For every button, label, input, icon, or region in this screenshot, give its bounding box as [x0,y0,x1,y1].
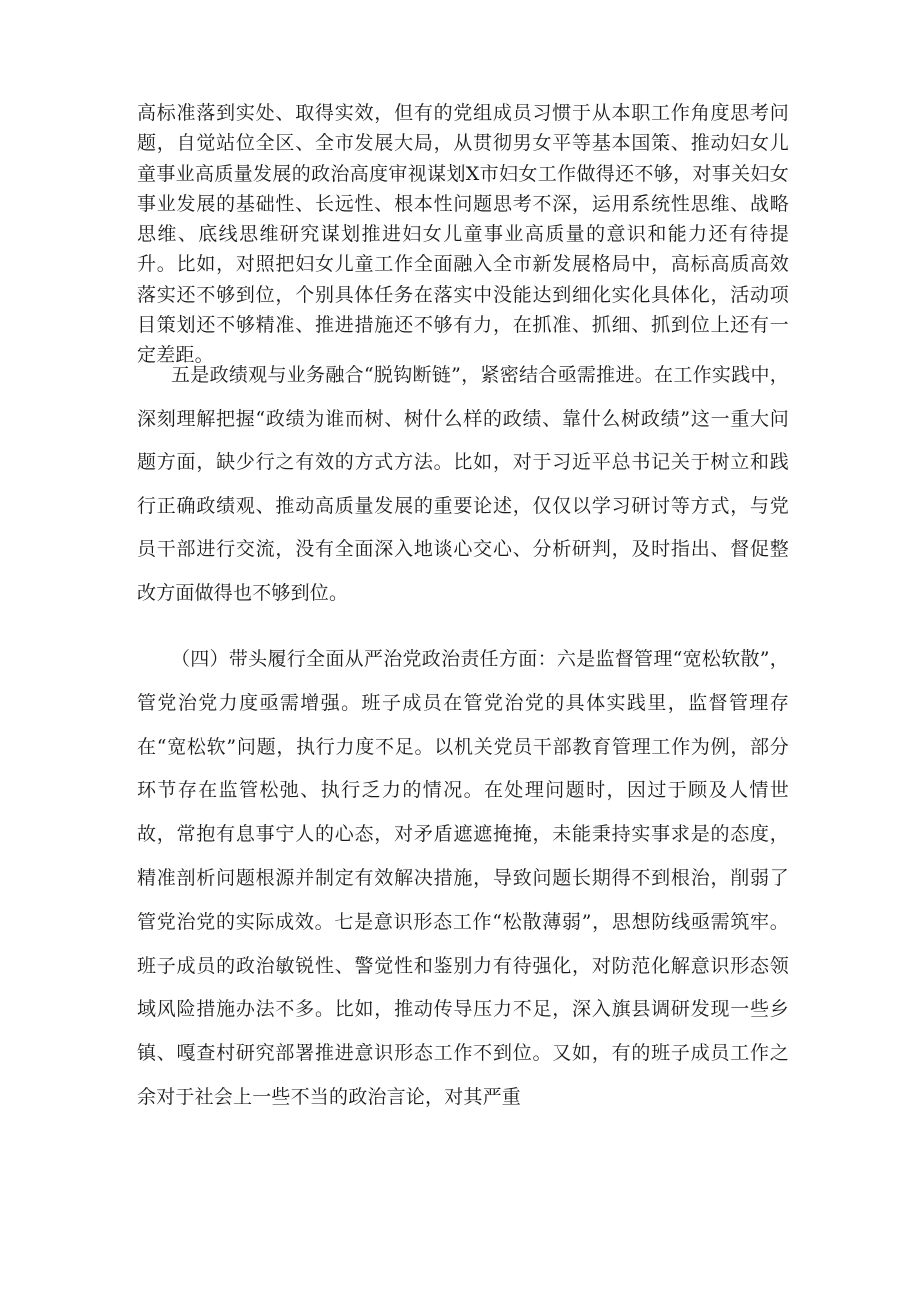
paragraph-continuation: 高标准落到实处、取得实效，但有的党组成员习惯于从本职工作角度思考问题，自觉站位全区、全市发展大局，从贯彻男女平等基本国策、推动妇女儿童事业高质量发展的政治高度审视谋划X市妇女工作做得还不够，对事关妇女事业发展的基础性、长远性、根本性问题思考不深，运用系统性思维、战略思维、底线思维研究谋划推进妇女儿童事业高质量的意识和能力还有待提升。比如，对照把妇女儿童工作全面融入全市新发展格局中，高标高质高效落实还不够到位，个别具体任务在落实中没能达到细化实化具体化，活动项目策划还不够精准、推进措施还不够有力，在抓准、抓细、抓到位上还有一定差距。 [137,102,789,367]
paragraph-section-four: （四）带头履行全面从严治党政治责任方面：六是监督管理“宽松软散”，管党治党力度亟需增强。班子成员在管党治党的具体实践里，监督管理存在“宽松软”问题，执行力度不足。以机关党员干部教育管理工作为例，部分环节存在监管松弛、执行乏力的情况。在处理问题时，因过于顾及人情世故，常抱有息事宁人的心态，对矛盾遮遮掩掩，未能秉持实事求是的态度，精准剖析问题根源并制定有效解决措施，导致问题长期得不到根治，削弱了管党治党的实际成效。七是意识形态工作“松散薄弱”，思想防线亟需筑牢。班子成员的政治敏锐性、警觉性和鉴别力有待强化，对防范化解意识形态领域风险措施办法不多。比如，推动传导压力不足，深入旗县调研发现一些乡镇、嘎查村研究部署推进意识形态工作不到位。又如，有的班子成员工作之余对于社会上一些不当的政治言论，对其严重 [137,648,789,1108]
paragraph-item-five: 五是政绩观与业务融合“脱钩断链”，紧密结合亟需推进。在工作实践中，深刻理解把握“政绩为谁而树、树什么样的政绩、靠什么树政绩”这一重大问题方面，缺少行之有效的方式方法。比如，对于习近平总书记关于树立和践行正确政绩观、推动高质量发展的重要论述，仅仅以学习研讨等方式，与党员干部进行交流，没有全面深入地谈心交心、分析研判，及时指出、督促整改方面做得也不够到位。 [137,364,789,604]
